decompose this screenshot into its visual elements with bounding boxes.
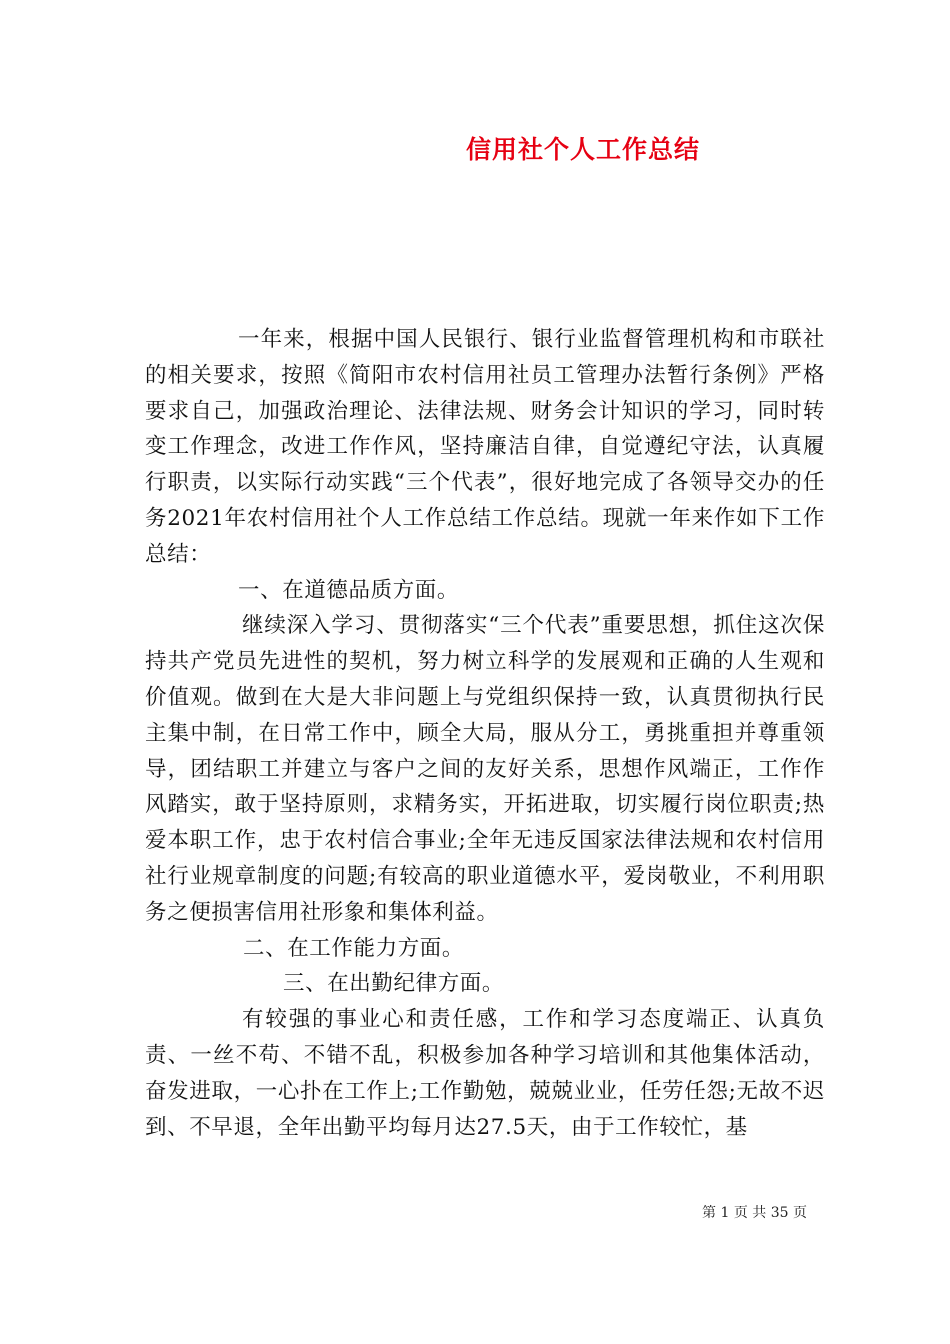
document-body — [145, 322, 825, 1145]
heading-attendance: 三、在出勤纪律方面。 — [283, 971, 505, 997]
document-title: 信用社个人工作总结 — [465, 135, 700, 164]
page-number-footer: 第 1 页 共 35 页 — [702, 1205, 807, 1221]
paragraph-intro: 一年来，根据中国人民银行、银行业监督管理机构和市联社的相关要求，按照《简阳市农村信用社员工管理办法暂行条例》严格要求自己，加强政治理论、法律法规、财务会计知识的学习，同时转变工作理念，改进工作作风，坚持廉洁自律，自觉遵纪守法，认真履行职责，以实际行动实践“三个代表”，很好地完成了各领导交办的任务2021年农村信用社个人工作总结工作总结。现就一年来作如下工作总结： — [145, 327, 825, 567]
paragraph-moral-character: 继续深入学习、贯彻落实“三个代表”重要思想，抓住这次保持共产党员先进性的契机，努力树立科学的发展观和正确的人生观和价值观。做到在大是大非问题上与党组织保持一致，认真贯彻执行民主集中制，在日常工作中，顾全大局，服从分工，勇挑重担并尊重领导，团结职工并建立与客户之间的友好关系，思想作风端正，工作作风踏实，敢于坚持原则，求精务实，开拓进取，切实履行岗位职责;热爱本职工作，忠于农村信合事业;全年无违反国家法律法规和农村信用社行业规章制度的问题;有较高的职业道德水平，爱岗敬业，不利用职务之便损害信用社形象和集体利益。 — [145, 613, 825, 925]
heading-moral-character: 一、在道德品质方面。 — [238, 577, 460, 603]
paragraph-attendance: 有较强的事业心和责任感，工作和学习态度端正、认真负责、一丝不苟、不错不乱，积极参加各种学习培训和其他集体活动，奋发进取，一心扑在工作上;工作勤勉，兢兢业业，任劳任怨;无故不迟到、不早退，全年出勤平均每月达27.5天，由于工作较忙，基 — [145, 1007, 825, 1140]
heading-work-ability: 二、在工作能力方面。 — [243, 935, 465, 961]
